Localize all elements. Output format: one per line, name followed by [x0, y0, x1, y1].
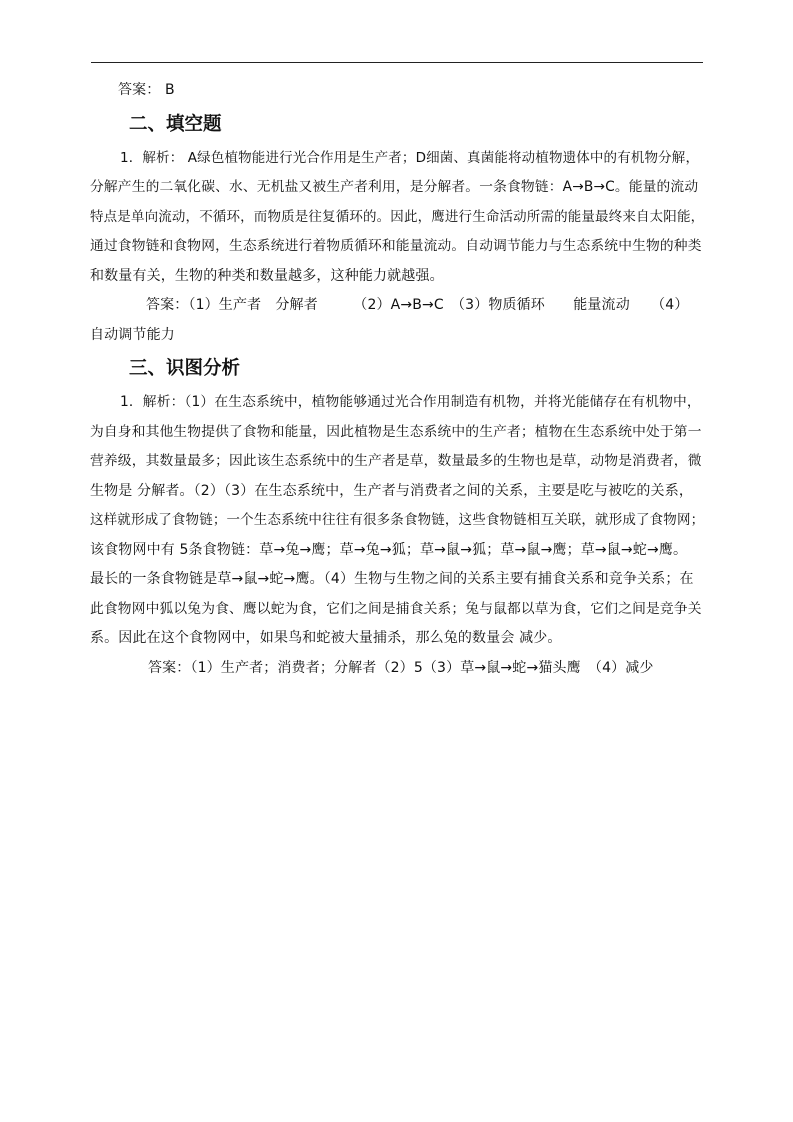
document-body	[90, 76, 704, 683]
section2-paragraph	[90, 144, 704, 292]
paragraph-line: 这样就形成了食物链；一个生态系统中往往有很多条食物链，这些食物链相互关联，就形成了食物网；	[90, 512, 705, 528]
section3-paragraph	[90, 388, 704, 654]
paragraph-line: 为自身和其他生物提供了食物和能量，因此植物是生态系统中的生产者；植物在生态系统中处于第一	[90, 423, 702, 440]
paragraph-line: 1．解析：（1）在生态系统中，植物能够通过光合作用制造有机物，并将光能储存在有机物中，	[120, 394, 701, 410]
paragraph-line: 通过食物链和食物网，生态系统进行着物质循环和能量流动。自动调节能力与生态系统中生物的种类	[90, 238, 702, 254]
answer-line: 答案： B	[118, 82, 175, 98]
paragraph-line: 分解产生的二氧化碳、水、无机盐又被生产者利用，是分解者。一条食物链：A→B→C。能量的流动	[90, 179, 699, 195]
paragraph-line: 最长的一条食物链是草→鼠→蛇→鹰。（4）生物与生物之间的关系主要有捕食关系和竞争关系；在	[90, 571, 694, 587]
section-heading-diagram-analysis: 三、识图分析	[129, 358, 241, 379]
paragraph-line: 生物是 分解者。（2）（3）在生态系统中，生产者与消费者之间的关系，主要是吃与被吃的关系，	[90, 482, 694, 499]
paragraph-line: 1．解析： A绿色植物能进行光合作用是生产者；D细菌、真菌能将动植物遗体中的有机物分解，	[120, 149, 700, 166]
section-heading-fill-in: 二、填空题	[129, 113, 222, 135]
paragraph-line: 该食物网中有 5条食物链：草→兔→鹰；草→兔→狐；草→鼠→狐；草→鼠→鹰；草→鼠→蛇→鹰。	[90, 541, 688, 558]
paragraph-line: 系。因此在这个食物网中，如果鸟和蛇被大量捕杀，那么兔的数量会 减少。	[90, 630, 562, 646]
paragraph-line: 和数量有关，生物的种类和数量越多，这种能力就越强。	[90, 267, 444, 284]
answer-line: 答案：（1）生产者 分解者 （2）A→B→C （3）物质循环 能量流动 （4）	[146, 297, 689, 313]
answer-line: 答案：（1）生产者；消费者；分解者（2）5（3）草→鼠→蛇→猫头鹰 （4）减少	[148, 659, 654, 676]
paragraph-line: 此食物网中狐以兔为食、鹰以蛇为食，它们之间是捕食关系；兔与鼠都以草为食，它们之间是竞争关	[90, 600, 702, 617]
paragraph-line: 营养级，其数量最多；因此该生态系统中的生产者是草，数量最多的生物也是草，动物是消费者，微	[90, 453, 702, 469]
answer-line: 自动调节能力	[90, 326, 175, 343]
paragraph-line: 特点是单向流动，不循环，而物质是往复循环的。因此，鹰进行生命活动所需的能量最终来自太阳能，	[90, 208, 705, 225]
header-rule	[91, 62, 703, 63]
